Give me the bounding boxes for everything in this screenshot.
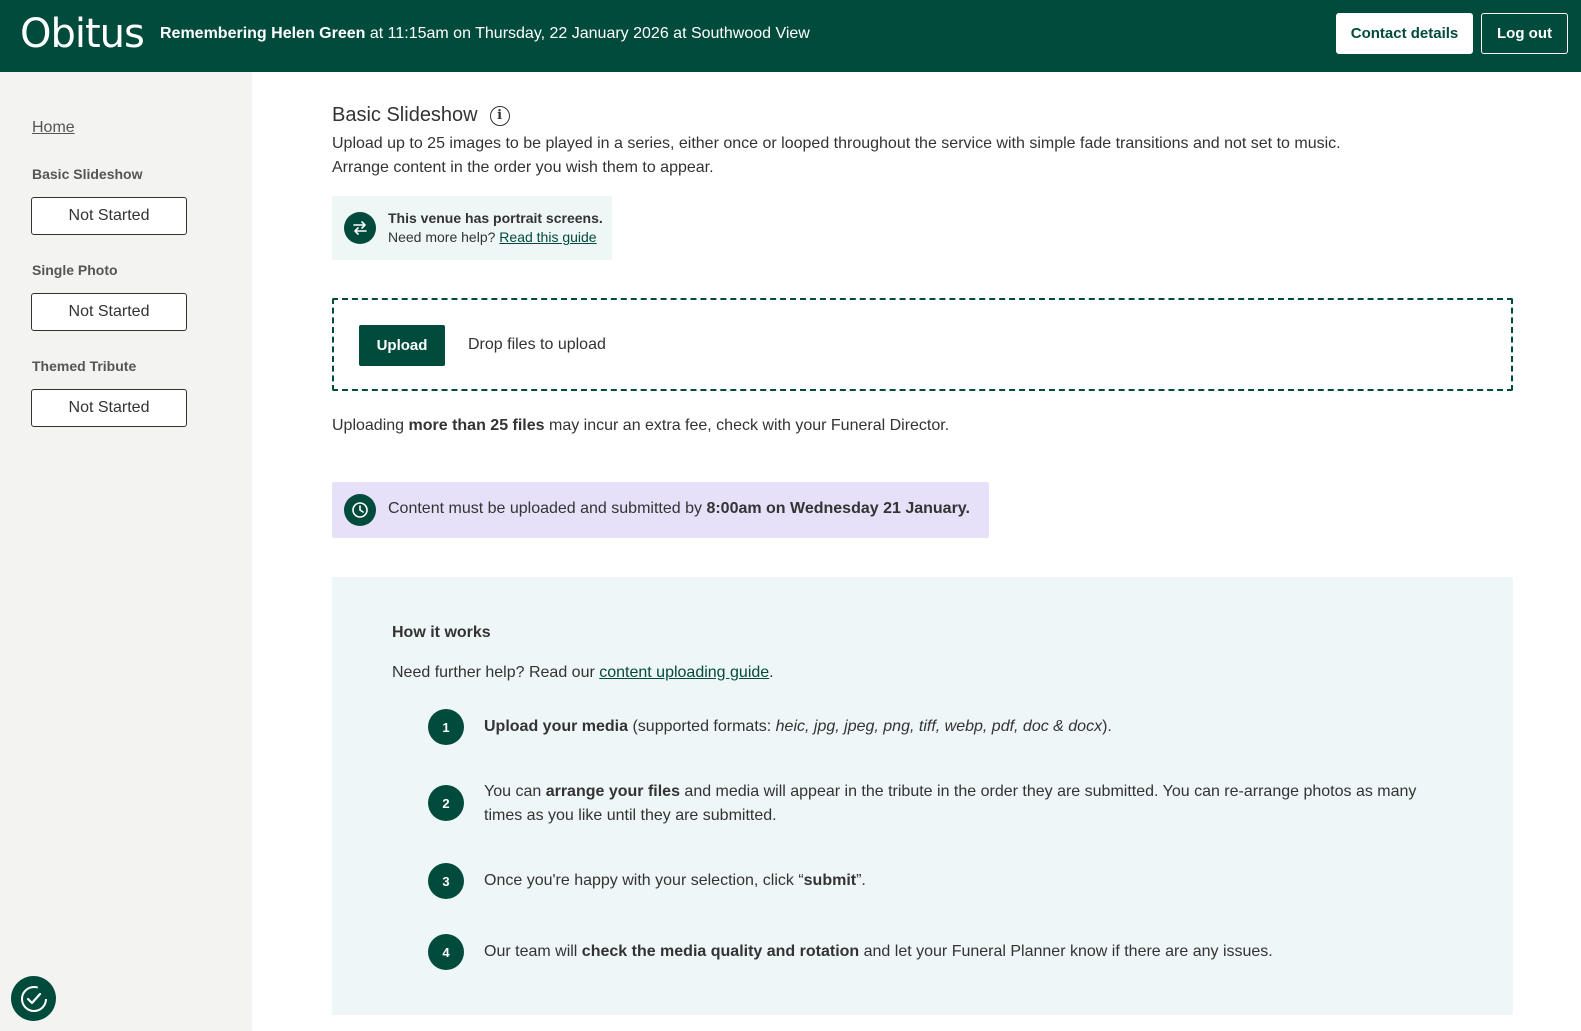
contact-details-button[interactable]: Contact details [1336, 13, 1473, 54]
home-link[interactable]: Home [32, 119, 75, 136]
how-it-works-panel [332, 577, 1513, 1015]
how-it-works-title: How it works [392, 624, 491, 641]
step-1-formats: heic, jpg, jpeg, png, tiff, webp, pdf, doc & docx [775, 718, 1103, 735]
step-text-2 [484, 780, 1444, 828]
step-4-bold: check the media quality and rotation [581, 943, 860, 960]
notice-help-prefix: Need more help? [388, 229, 500, 245]
step-4-prefix: Our team will [484, 943, 582, 960]
step-3-bold: submit [803, 872, 857, 889]
single-photo-status[interactable]: Not Started [31, 293, 187, 331]
drop-files-text: Drop files to upload [468, 336, 606, 353]
intro-text [332, 132, 1432, 180]
info-icon[interactable]: i [490, 106, 510, 126]
how-help-text [392, 664, 774, 682]
deadline-prefix: Content must be uploaded and submitted by [388, 500, 707, 517]
cookie-consent-button[interactable] [11, 976, 56, 1021]
sidebar [0, 72, 252, 1031]
step-text-4 [484, 940, 1444, 964]
step-text-1 [484, 715, 1444, 739]
how-help-prefix: Need further help? Read our [392, 664, 600, 681]
fee-bold: more than 25 files [408, 417, 545, 434]
themed-tribute-status[interactable]: Not Started [31, 389, 187, 427]
step-2-text: and media will appear in the tribute in the order they are submitted. You can re-arrange photos as many times as you like until they are submitted. [484, 783, 1417, 824]
title-row [332, 104, 510, 127]
sidebar-label-basic-slideshow[interactable]: Basic Slideshow [32, 166, 143, 182]
step-1-tail: ). [1102, 718, 1112, 735]
portrait-screens-notice [332, 196, 612, 260]
step-number-2: 2 [428, 785, 464, 821]
fee-prefix: Uploading [332, 417, 409, 434]
step-1-text: (supported formats: [628, 718, 776, 735]
service-summary [160, 23, 810, 45]
step-2-prefix: You can [484, 783, 546, 800]
read-guide-link[interactable]: Read this guide [499, 229, 597, 245]
basic-slideshow-status[interactable]: Not Started [31, 197, 187, 235]
step-number-1: 1 [428, 709, 464, 745]
step-number-3: 3 [428, 863, 464, 899]
remembering-name: Remembering Helen Green [160, 25, 366, 42]
page-title: Basic Slideshow [332, 104, 478, 126]
file-dropzone[interactable] [332, 298, 1513, 391]
cookie-consent-icon [19, 984, 49, 1014]
deadline-text [388, 500, 970, 518]
intro-line-2: Arrange content in the order you wish them to appear. [332, 159, 714, 176]
step-2-bold: arrange your files [545, 783, 680, 800]
how-help-suffix: . [769, 664, 774, 681]
extra-fee-note [332, 417, 949, 435]
step-number-4: 4 [428, 934, 464, 970]
swap-icon [344, 212, 376, 244]
content-uploading-guide-link[interactable]: content uploading guide [599, 664, 770, 681]
notice-heading: This venue has portrait screens. [388, 210, 603, 226]
step-text-3 [484, 869, 1444, 893]
clock-icon [344, 494, 376, 526]
step-3-text: ”. [856, 872, 866, 889]
upload-button[interactable]: Upload [359, 325, 445, 366]
obitus-logo[interactable]: Obitus [20, 11, 144, 57]
notice-help [388, 229, 597, 245]
fee-suffix: may incur an extra fee, check with your Funeral Director. [544, 417, 950, 434]
step-3-prefix: Once you're happy with your selection, click “ [484, 872, 804, 889]
log-out-button[interactable]: Log out [1481, 13, 1568, 54]
sidebar-label-single-photo[interactable]: Single Photo [32, 262, 118, 278]
sidebar-label-themed-tribute[interactable]: Themed Tribute [32, 358, 137, 374]
service-details: at 11:15am on Thursday, 22 January 2026 at Southwood View [365, 25, 810, 42]
deadline-time: 8:00am on Wednesday 21 January. [706, 500, 970, 517]
deadline-banner [332, 482, 989, 538]
intro-line-1: Upload up to 25 images to be played in a series, either once or looped throughout the service with simple fade transitions and not set to music. [332, 135, 1341, 152]
step-1-bold: Upload your media [484, 718, 629, 735]
step-4-text: and let your Funeral Planner know if there are any issues. [859, 943, 1273, 960]
top-header [0, 0, 1581, 72]
